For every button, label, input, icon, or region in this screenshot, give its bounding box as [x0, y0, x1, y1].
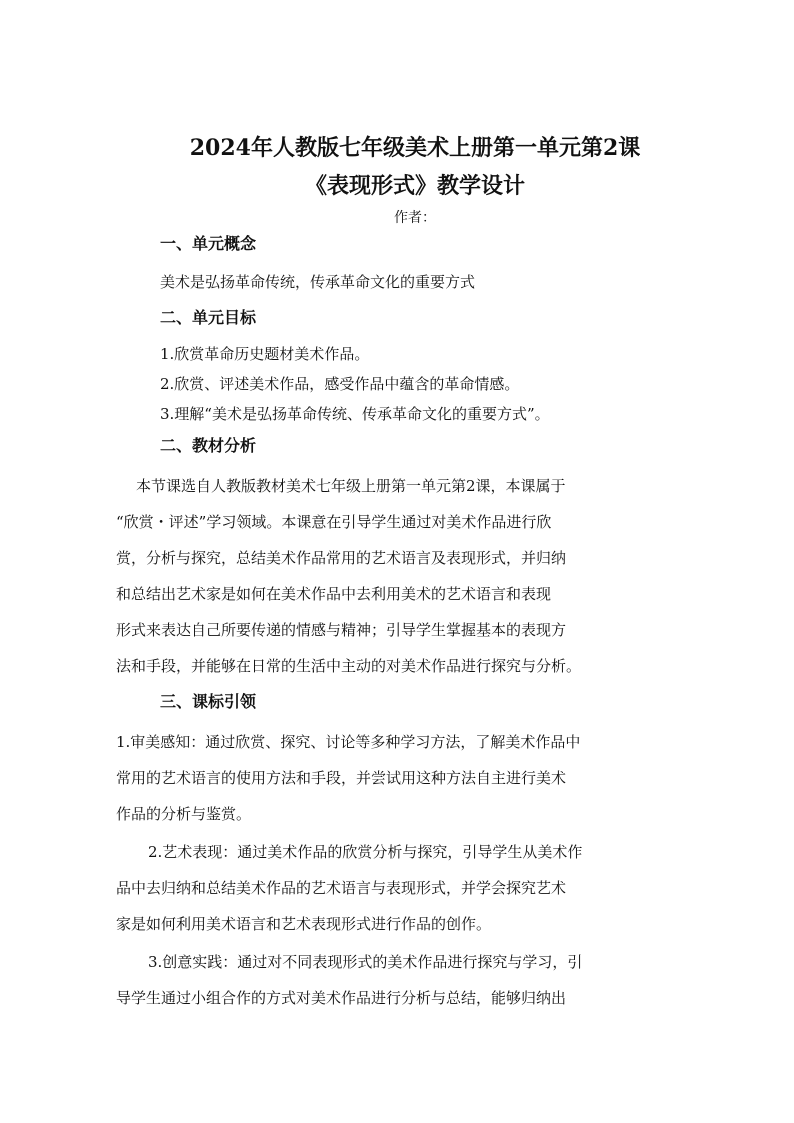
- unit-goal-item: 1.欣赏革命历史题材美术作品。: [160, 345, 370, 363]
- document-title-line-2: 《表现形式》教学设计: [304, 173, 525, 199]
- textbook-analysis-line: 和总结出艺术家是如何在美术作品中去利用美术的艺术语言和表现: [116, 585, 552, 603]
- unit-concept-text: 美术是弘扬革命传统，传承革命文化的重要方式: [160, 273, 476, 291]
- curriculum-para-1-line: 1.审美感知：通过欣赏、探究、讨论等多种学习方法，了解美术作品中: [116, 733, 581, 751]
- section-heading-textbook-analysis: 二、教材分析: [160, 436, 257, 455]
- curriculum-para-3-line: 3.创意实践：通过对不同表现形式的美术作品进行探究与学习，引: [148, 953, 583, 971]
- curriculum-para-2-line: 2.艺术表现：通过美术作品的欣赏分析与探究，引导学生从美术作: [148, 843, 583, 861]
- section-heading-curriculum-guidance: 三、课标引领: [160, 692, 257, 711]
- curriculum-para-2-line: 品中去归纳和总结美术作品的艺术语言与表现形式，并学会探究艺术: [116, 879, 567, 897]
- section-heading-unit-concept: 一、单元概念: [160, 234, 257, 253]
- curriculum-para-3-line: 导学生通过小组合作的方式对美术作品进行分析与总结，能够归纳出: [116, 989, 567, 1007]
- author-label: 作者：: [394, 210, 436, 226]
- curriculum-para-1-line: 常用的艺术语言的使用方法和手段，并尝试用这种方法自主进行美术: [116, 769, 567, 787]
- textbook-analysis-line: 赏，分析与探究，总结美术作品常用的艺术语言及表现形式，并归纳: [116, 549, 567, 567]
- section-heading-unit-goals: 二、单元目标: [160, 308, 257, 327]
- textbook-analysis-line: 法和手段，并能够在日常的生活中主动的对美术作品进行探究与分析。: [116, 657, 582, 675]
- unit-goal-item: 2.欣赏、评述美术作品，感受作品中蕴含的革命情感。: [160, 375, 520, 393]
- unit-goal-item: 3.理解“美术是弘扬革命传统、传承革命文化的重要方式”。: [160, 405, 550, 423]
- curriculum-para-1-line: 作品的分析与鉴赏。: [116, 805, 252, 823]
- curriculum-para-2-line: 家是如何利用美术语言和艺术表现形式进行作品的创作。: [116, 915, 492, 933]
- document-title-line-1: 2024年人教版七年级美术上册第一单元第2课: [189, 135, 641, 161]
- textbook-analysis-line: “欣赏・评述”学习领域。本课意在引导学生通过对美术作品进行欣: [116, 513, 552, 531]
- textbook-analysis-line: 本节课选自人教版教材美术七年级上册第一单元第2课，本课属于: [136, 477, 566, 495]
- textbook-analysis-line: 形式来表达自己所要传递的情感与精神；引导学生掌握基本的表现方: [116, 621, 567, 639]
